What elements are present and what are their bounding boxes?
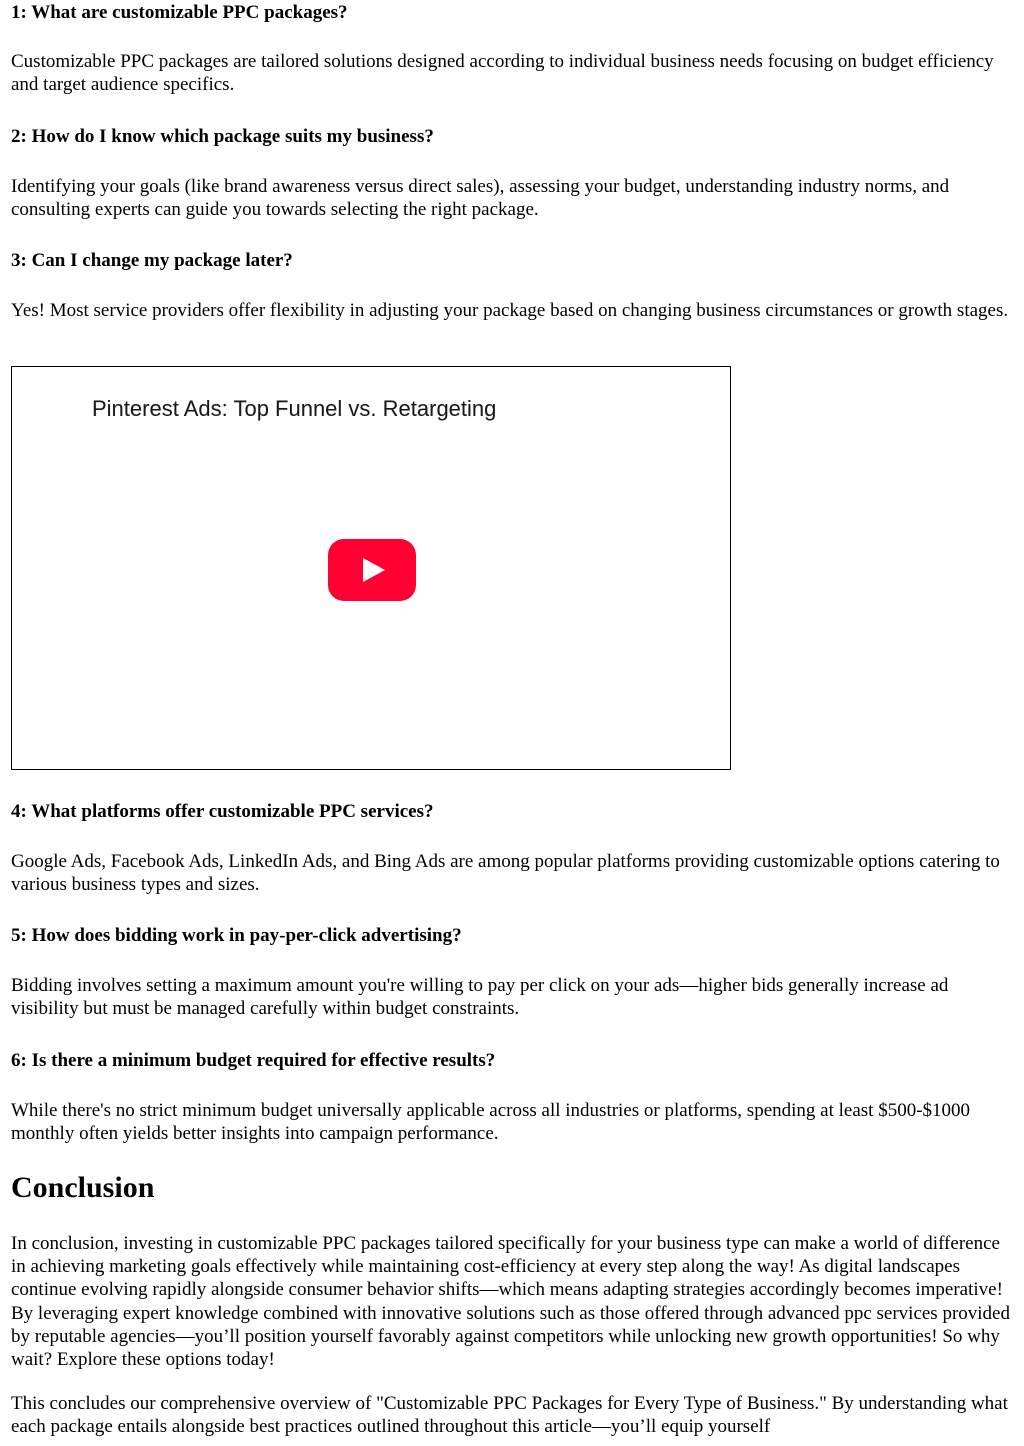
youtube-play-icon[interactable] [328, 539, 416, 601]
faq-question-2: 2: How do I know which package suits my business? [11, 126, 434, 147]
conclusion-heading: Conclusion [11, 1171, 155, 1204]
faq-answer-4: Google Ads, Facebook Ads, LinkedIn Ads, and Bing Ads are among popular platforms providing customizable options catering to various business types and sizes. [11, 851, 1000, 896]
faq-question-4: 4: What platforms offer customizable PPC services? [11, 801, 434, 822]
faq-question-5: 5: How does bidding work in pay-per-click advertising? [11, 925, 462, 946]
faq-answer-1: Customizable PPC packages are tailored solutions designed according to individual business needs focusing on budget efficiency and target audience specifics. [11, 51, 994, 96]
video-embed[interactable] [11, 366, 731, 770]
conclusion-paragraph-2: This concludes our comprehensive overview of "Customizable PPC Packages for Every Type of Business." By understanding what each package entails alongside best practices outlined throughout this article—you’ll equip yourself [11, 1393, 1008, 1438]
video-title[interactable]: Pinterest Ads: Top Funnel vs. Retargeting [92, 396, 497, 421]
faq-answer-6: While there's no strict minimum budget universally applicable across all industries or platforms, spending at least $500-$1000 monthly often yields better insights into campaign performance. [11, 1100, 971, 1145]
faq-question-1: 1: What are customizable PPC packages? [11, 2, 348, 23]
faq-answer-3: Yes! Most service providers offer flexibility in adjusting your package based on changing business circumstances or growth stages. [11, 300, 1009, 321]
faq-question-3: 3: Can I change my package later? [11, 250, 293, 271]
faq-answer-2: Identifying your goals (like brand awareness versus direct sales), assessing your budget, understanding industry norms, and consulting experts can guide you towards selecting the right package. [11, 176, 950, 221]
faq-answer-5: Bidding involves setting a maximum amount you're willing to pay per click on your ads—higher bids generally increase ad visibility but must be managed carefully within budget constraints. [11, 975, 949, 1020]
faq-question-6: 6: Is there a minimum budget required for effective results? [11, 1050, 496, 1071]
conclusion-paragraph-1: In conclusion, investing in customizable PPC packages tailored specifically for your business type can make a world of difference in achieving marketing goals effectively while maintaining cost-efficiency at every step along the way! As digital landscapes continue evolving rapidly alongside consumer behavior shifts—which means adapting strategies accordingly becomes imperative! By leveraging expert knowledge combined with innovative solutions such as those offered through advanced ppc services provided by reputable agencies—you’ll position yourself favorably against competitors while unlocking new growth opportunities! So why wait? Explore these options today! [11, 1233, 1010, 1371]
